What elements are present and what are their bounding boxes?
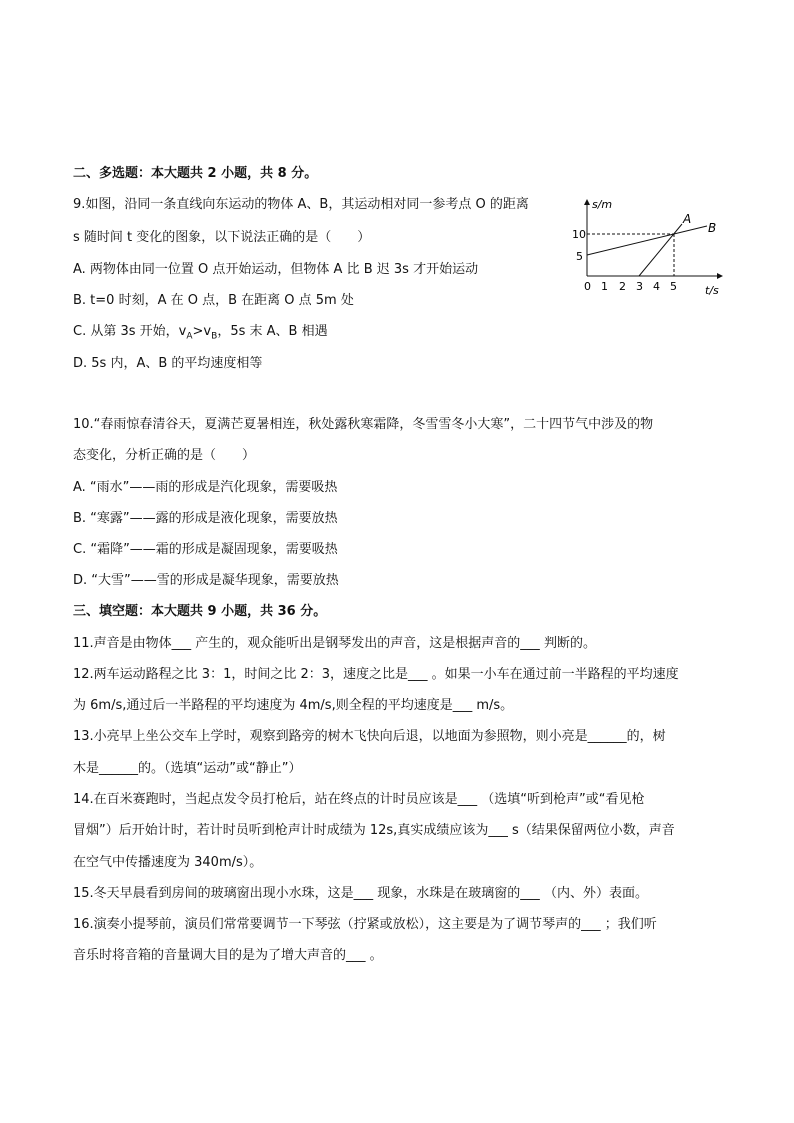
section-3-title: 三、填空题：本大题共 9 小题，共 36 分。 [73,604,327,619]
x-tick-0: 0 [584,280,591,293]
x-tick-2: 2 [619,280,626,293]
q9-option-c-suffix: ，5s 末 A、B 相遇 [217,324,328,339]
q16-line1: 16.演奏小提琴前，演员们常常要调节一下琴弦（拧紧或放松），这主要是为了调节琴声的___ ；我们听 [73,917,657,932]
q10-option-c: C. “霜降”——霜的形成是凝固现象，需要吸热 [73,542,338,557]
s-t-graph [572,196,742,298]
y-tick-5: 5 [576,250,583,263]
q9-option-c-sub-b: B [211,331,218,342]
q11-text: 11.声音是由物体___ 产生的，观众能听出是钢琴发出的声音，这是根据声音的___ 判断的。 [73,636,596,651]
q9-stem-line2: s 随时间 t 变化的图象，以下说法正确的是（ ） [73,230,371,245]
q9-option-b: B. t=0 时刻，A 在 O 点，B 在距离 O 点 5m 处 [73,293,354,308]
q14-line1: 14.在百米赛跑时，当起点发令员打枪后，站在终点的计时员应该是___ （选填“听到枪声”或“看见枪 [73,792,645,807]
q13-line2: 木是______的。（选填“运动”或“静止”） [73,761,302,776]
q10-stem-line2: 态变化，分析正确的是（ ） [73,448,256,463]
x-tick-3: 3 [636,280,643,293]
series-a-line [639,224,682,276]
y-tick-10: 10 [572,228,586,241]
series-a-label: A [683,212,692,226]
q9-option-c-sub-a: A [186,331,193,342]
q16-line2: 音乐时将音箱的音量调大目的是为了增大声音的___ 。 [73,948,383,963]
x-tick-4: 4 [653,280,660,293]
q10-stem-line1: 10.“春雨惊春清谷天，夏满芒夏暑相连，秋处露秋寒霜降，冬雪雪冬小大寒”，二十四节气中涉及的物 [73,417,654,432]
x-tick-5: 5 [670,280,677,293]
q12-line2: 为 6m/s,通过后一半路程的平均速度为 4m/s,则全程的平均速度是___ m/s。 [73,698,514,713]
q15-text: 15.冬天早晨看到房间的玻璃窗出现小水珠，这是___ 现象，水珠是在玻璃窗的___ （内、外）表面。 [73,886,648,901]
series-b-line [587,226,707,255]
q13-line1: 13.小亮早上坐公交车上学时，观察到路旁的树木飞快向后退，以地面为参照物，则小亮是______的，树 [73,729,666,744]
q9-option-d: D. 5s 内，A、B 的平均速度相等 [73,356,263,371]
q10-option-a: A. “雨水”——雨的形成是汽化现象，需要吸热 [73,480,338,495]
q10-option-d: D. “大雪”——雪的形成是凝华现象，需要放热 [73,573,339,588]
q14-line3: 在空气中传播速度为 340m/s）。 [73,855,263,870]
q9-option-a: A. 两物体由同一位置 O 点开始运动，但物体 A 比 B 迟 3s 才开始运动 [73,262,479,277]
q9-option-c-prefix: C. 从第 3s 开始，v [73,324,187,339]
q10-option-b: B. “寒露”——露的形成是液化现象，需要放热 [73,511,338,526]
q9-option-c [73,323,328,346]
section-2-title: 二、多选题：本大题共 2 小题，共 8 分。 [73,166,318,181]
y-axis-label: s/m [592,198,613,211]
series-b-label: B [708,221,717,235]
q9-stem-line1: 9.如图，沿同一条直线向东运动的物体 A、B，其运动相对同一参考点 O 的距离 [73,197,529,212]
x-axis-label: t/s [705,284,719,297]
q12-line1: 12.两车运动路程之比 3：1，时间之比 2：3，速度之比是___ 。如果一小车在通过前一半路程的平均速度 [73,667,679,682]
q14-line2: 冒烟”）后开始计时，若计时员听到枪声计时成绩为 12s,真实成绩应该为___ s（结果保留两位小数，声音 [73,823,675,838]
q9-option-c-gt: >v [192,324,212,339]
x-tick-1: 1 [601,280,608,293]
